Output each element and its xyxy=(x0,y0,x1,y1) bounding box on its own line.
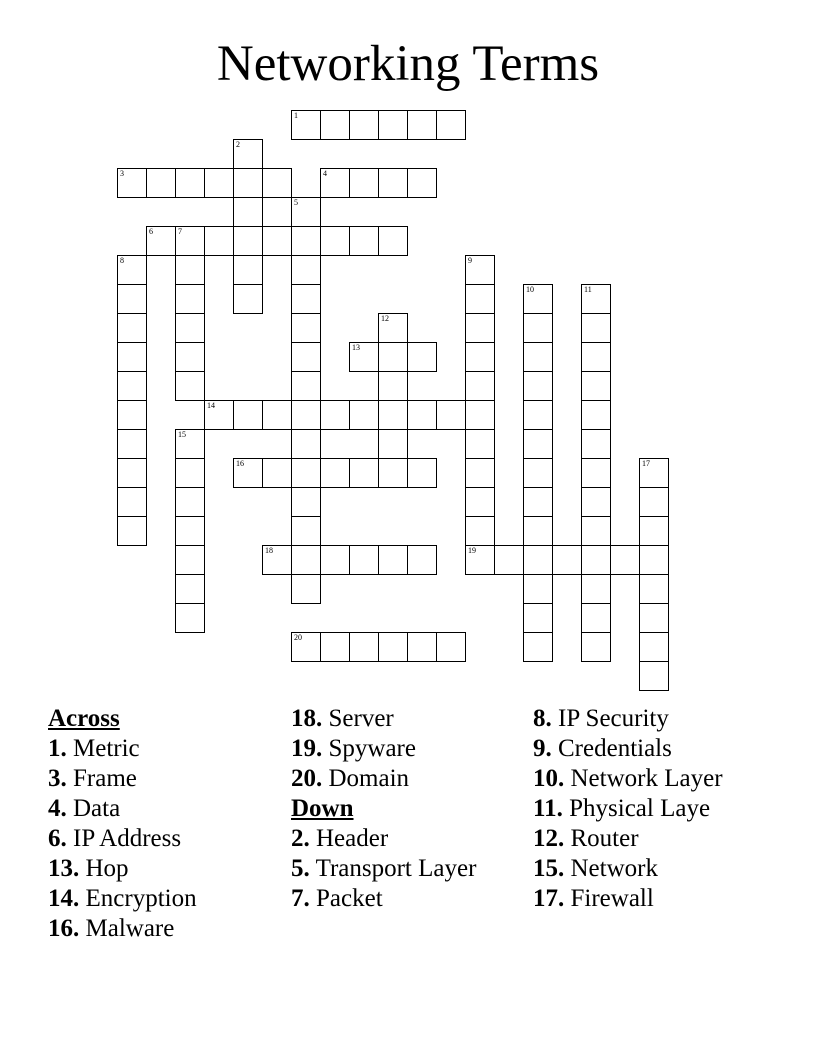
grid-cell[interactable] xyxy=(204,226,234,256)
clue-number: 3 xyxy=(120,169,124,178)
grid-cell[interactable] xyxy=(639,574,669,604)
grid-cell[interactable] xyxy=(581,313,611,343)
clue-number: 20 xyxy=(294,633,302,642)
down-heading: Down xyxy=(291,795,354,822)
clue-number: 7 xyxy=(178,227,182,236)
grid-cell[interactable] xyxy=(262,400,292,430)
grid-cell[interactable] xyxy=(639,661,669,691)
grid-cell[interactable] xyxy=(117,429,147,459)
grid-cell[interactable] xyxy=(291,226,321,256)
clue-down-9: 9. Credentials xyxy=(533,735,672,762)
clue-number: 5 xyxy=(294,198,298,207)
grid-cell[interactable] xyxy=(349,458,379,488)
grid-cell[interactable] xyxy=(581,458,611,488)
grid-cell[interactable] xyxy=(117,168,147,198)
grid-cell[interactable] xyxy=(523,313,553,343)
grid-cell[interactable] xyxy=(581,574,611,604)
clue-down-5: 5. Transport Layer xyxy=(291,855,477,882)
grid-cell[interactable] xyxy=(349,342,379,372)
clue-column-2 xyxy=(291,704,526,914)
clue-number: 9 xyxy=(468,256,472,265)
clue-down-17: 17. Firewall xyxy=(533,885,654,912)
grid-cell[interactable] xyxy=(320,545,350,575)
grid-cell[interactable] xyxy=(581,516,611,546)
grid-cell[interactable] xyxy=(523,487,553,517)
grid-cell[interactable] xyxy=(291,342,321,372)
grid-cell[interactable] xyxy=(320,458,350,488)
clue-number: 18 xyxy=(265,546,273,555)
grid-cell[interactable] xyxy=(146,168,176,198)
grid-cell[interactable] xyxy=(378,313,408,343)
grid-cell[interactable] xyxy=(175,429,205,459)
grid-cell[interactable] xyxy=(523,574,553,604)
clue-across-19: 19. Spyware xyxy=(291,735,416,762)
clue-across-13: 13. Hop xyxy=(48,855,129,882)
grid-cell[interactable] xyxy=(175,342,205,372)
grid-cell[interactable] xyxy=(552,545,582,575)
grid-cell[interactable] xyxy=(581,429,611,459)
across-heading: Across xyxy=(48,705,120,732)
grid-cell[interactable] xyxy=(407,110,437,140)
clue-number: 17 xyxy=(642,459,650,468)
grid-cell[interactable] xyxy=(523,545,553,575)
grid-cell[interactable] xyxy=(407,632,437,662)
grid-cell[interactable] xyxy=(291,313,321,343)
grid-cell[interactable] xyxy=(465,400,495,430)
grid-cell[interactable] xyxy=(349,400,379,430)
grid-cell[interactable] xyxy=(523,371,553,401)
grid-cell[interactable] xyxy=(581,487,611,517)
grid-cell[interactable] xyxy=(639,603,669,633)
grid-cell[interactable] xyxy=(581,545,611,575)
grid-cell[interactable] xyxy=(291,632,321,662)
grid-cell[interactable] xyxy=(291,255,321,285)
grid-cell[interactable] xyxy=(465,429,495,459)
clue-across-6: 6. IP Address xyxy=(48,825,182,852)
page-title: Networking Terms xyxy=(216,36,600,92)
clue-across-4: 4. Data xyxy=(48,795,121,822)
grid-cell[interactable] xyxy=(262,226,292,256)
grid-cell[interactable] xyxy=(349,226,379,256)
grid-cell[interactable] xyxy=(523,400,553,430)
grid-cell[interactable] xyxy=(117,255,147,285)
grid-cell[interactable] xyxy=(175,574,205,604)
grid-cell[interactable] xyxy=(523,342,553,372)
clue-down-11: 11. Physical Laye xyxy=(533,795,711,822)
clue-column-3 xyxy=(533,704,778,914)
grid-cell[interactable] xyxy=(175,545,205,575)
grid-cell[interactable] xyxy=(262,545,292,575)
grid-cell[interactable] xyxy=(581,371,611,401)
grid-cell[interactable] xyxy=(465,458,495,488)
grid-cell[interactable] xyxy=(494,545,524,575)
clue-across-20: 20. Domain xyxy=(291,765,410,792)
grid-cell[interactable] xyxy=(233,226,263,256)
grid-cell[interactable] xyxy=(320,400,350,430)
grid-cell[interactable] xyxy=(378,632,408,662)
grid-cell[interactable] xyxy=(436,400,466,430)
grid-cell[interactable] xyxy=(320,632,350,662)
grid-cell[interactable] xyxy=(436,632,466,662)
grid-cell[interactable] xyxy=(407,342,437,372)
grid-cell[interactable] xyxy=(407,168,437,198)
clue-number: 12 xyxy=(381,314,389,323)
grid-cell[interactable] xyxy=(523,429,553,459)
grid-cell[interactable] xyxy=(233,197,263,227)
grid-cell[interactable] xyxy=(581,603,611,633)
grid-cell[interactable] xyxy=(291,371,321,401)
grid-cell[interactable] xyxy=(291,574,321,604)
grid-cell[interactable] xyxy=(291,487,321,517)
grid-cell[interactable] xyxy=(378,545,408,575)
clue-number: 19 xyxy=(468,546,476,555)
clue-down-2: 2. Header xyxy=(291,825,389,852)
grid-cell[interactable] xyxy=(204,400,234,430)
clue-number: 16 xyxy=(236,459,244,468)
grid-cell[interactable] xyxy=(581,284,611,314)
grid-cell[interactable] xyxy=(291,284,321,314)
grid-cell[interactable] xyxy=(291,545,321,575)
grid-cell[interactable] xyxy=(465,284,495,314)
grid-cell[interactable] xyxy=(407,458,437,488)
grid-cell[interactable] xyxy=(320,226,350,256)
grid-cell[interactable] xyxy=(581,342,611,372)
grid-cell[interactable] xyxy=(262,168,292,198)
grid-cell[interactable] xyxy=(175,371,205,401)
grid-cell[interactable] xyxy=(349,545,379,575)
clue-number: 6 xyxy=(149,227,153,236)
clue-down-15: 15. Network xyxy=(533,855,658,882)
grid-cell[interactable] xyxy=(233,284,263,314)
clue-across-14: 14. Encryption xyxy=(48,885,197,912)
grid-cell[interactable] xyxy=(581,632,611,662)
grid-cell[interactable] xyxy=(610,545,640,575)
grid-cell[interactable] xyxy=(320,168,350,198)
grid-cell[interactable] xyxy=(117,284,147,314)
grid-cell[interactable] xyxy=(175,458,205,488)
grid-cell[interactable] xyxy=(175,487,205,517)
grid-cell[interactable] xyxy=(378,110,408,140)
clue-column-1 xyxy=(48,704,283,944)
grid-cell[interactable] xyxy=(523,458,553,488)
grid-cell[interactable] xyxy=(378,226,408,256)
grid-cell[interactable] xyxy=(204,168,234,198)
clue-down-10: 10. Network Layer xyxy=(533,765,723,792)
grid-cell[interactable] xyxy=(233,139,263,169)
clue-number: 1 xyxy=(294,111,298,120)
grid-cell[interactable] xyxy=(465,255,495,285)
clue-across-18: 18. Server xyxy=(291,705,394,732)
grid-cell[interactable] xyxy=(233,458,263,488)
clue-down-7: 7. Packet xyxy=(291,885,383,912)
grid-cell[interactable] xyxy=(117,458,147,488)
clue-across-16: 16. Malware xyxy=(48,915,175,942)
grid-cell[interactable] xyxy=(465,313,495,343)
grid-cell[interactable] xyxy=(523,632,553,662)
grid-cell[interactable] xyxy=(175,255,205,285)
clue-down-12: 12. Router xyxy=(533,825,639,852)
grid-cell[interactable] xyxy=(639,516,669,546)
grid-cell[interactable] xyxy=(465,371,495,401)
grid-cell[interactable] xyxy=(233,400,263,430)
grid-cell[interactable] xyxy=(320,110,350,140)
grid-cell[interactable] xyxy=(175,226,205,256)
grid-cell[interactable] xyxy=(291,110,321,140)
grid-cell[interactable] xyxy=(291,400,321,430)
grid-cell[interactable] xyxy=(349,110,379,140)
grid-cell[interactable] xyxy=(523,516,553,546)
grid-cell[interactable] xyxy=(117,487,147,517)
grid-cell[interactable] xyxy=(465,342,495,372)
grid-cell[interactable] xyxy=(117,371,147,401)
grid-cell[interactable] xyxy=(291,197,321,227)
grid-cell[interactable] xyxy=(581,400,611,430)
grid-cell[interactable] xyxy=(233,168,263,198)
grid-cell[interactable] xyxy=(639,458,669,488)
clue-number: 10 xyxy=(526,285,534,294)
grid-cell[interactable] xyxy=(465,545,495,575)
clue-number: 11 xyxy=(584,285,592,294)
clue-number: 15 xyxy=(178,430,186,439)
grid-cell[interactable] xyxy=(175,284,205,314)
grid-cell[interactable] xyxy=(117,400,147,430)
clue-number: 8 xyxy=(120,256,124,265)
clue-number: 14 xyxy=(207,401,215,410)
grid-cell[interactable] xyxy=(378,342,408,372)
grid-cell[interactable] xyxy=(175,168,205,198)
grid-cell[interactable] xyxy=(378,458,408,488)
grid-cell[interactable] xyxy=(117,313,147,343)
grid-cell[interactable] xyxy=(349,632,379,662)
grid-cell[interactable] xyxy=(291,516,321,546)
grid-cell[interactable] xyxy=(639,632,669,662)
grid-cell[interactable] xyxy=(175,313,205,343)
grid-cell[interactable] xyxy=(349,168,379,198)
grid-cell[interactable] xyxy=(291,458,321,488)
grid-cell[interactable] xyxy=(465,487,495,517)
grid-cell[interactable] xyxy=(523,603,553,633)
grid-cell[interactable] xyxy=(378,168,408,198)
grid-cell[interactable] xyxy=(639,545,669,575)
grid-cell[interactable] xyxy=(378,400,408,430)
grid-cell[interactable] xyxy=(175,516,205,546)
grid-cell[interactable] xyxy=(233,255,263,285)
clue-number: 2 xyxy=(236,140,240,149)
grid-cell[interactable] xyxy=(117,342,147,372)
clue-number: 4 xyxy=(323,169,327,178)
grid-cell[interactable] xyxy=(407,400,437,430)
grid-cell[interactable] xyxy=(465,516,495,546)
grid-cell[interactable] xyxy=(407,545,437,575)
grid-cell[interactable] xyxy=(639,487,669,517)
grid-cell[interactable] xyxy=(291,429,321,459)
grid-cell[interactable] xyxy=(378,429,408,459)
grid-cell[interactable] xyxy=(378,371,408,401)
grid-cell[interactable] xyxy=(436,110,466,140)
clue-number: 13 xyxy=(352,343,360,352)
grid-cell[interactable] xyxy=(262,458,292,488)
grid-cell[interactable] xyxy=(117,516,147,546)
grid-cell[interactable] xyxy=(146,226,176,256)
clue-down-8: 8. IP Security xyxy=(533,705,669,732)
grid-cell[interactable] xyxy=(523,284,553,314)
clue-across-1: 1. Metric xyxy=(48,735,140,762)
grid-cell[interactable] xyxy=(175,603,205,633)
clue-across-3: 3. Frame xyxy=(48,765,137,792)
